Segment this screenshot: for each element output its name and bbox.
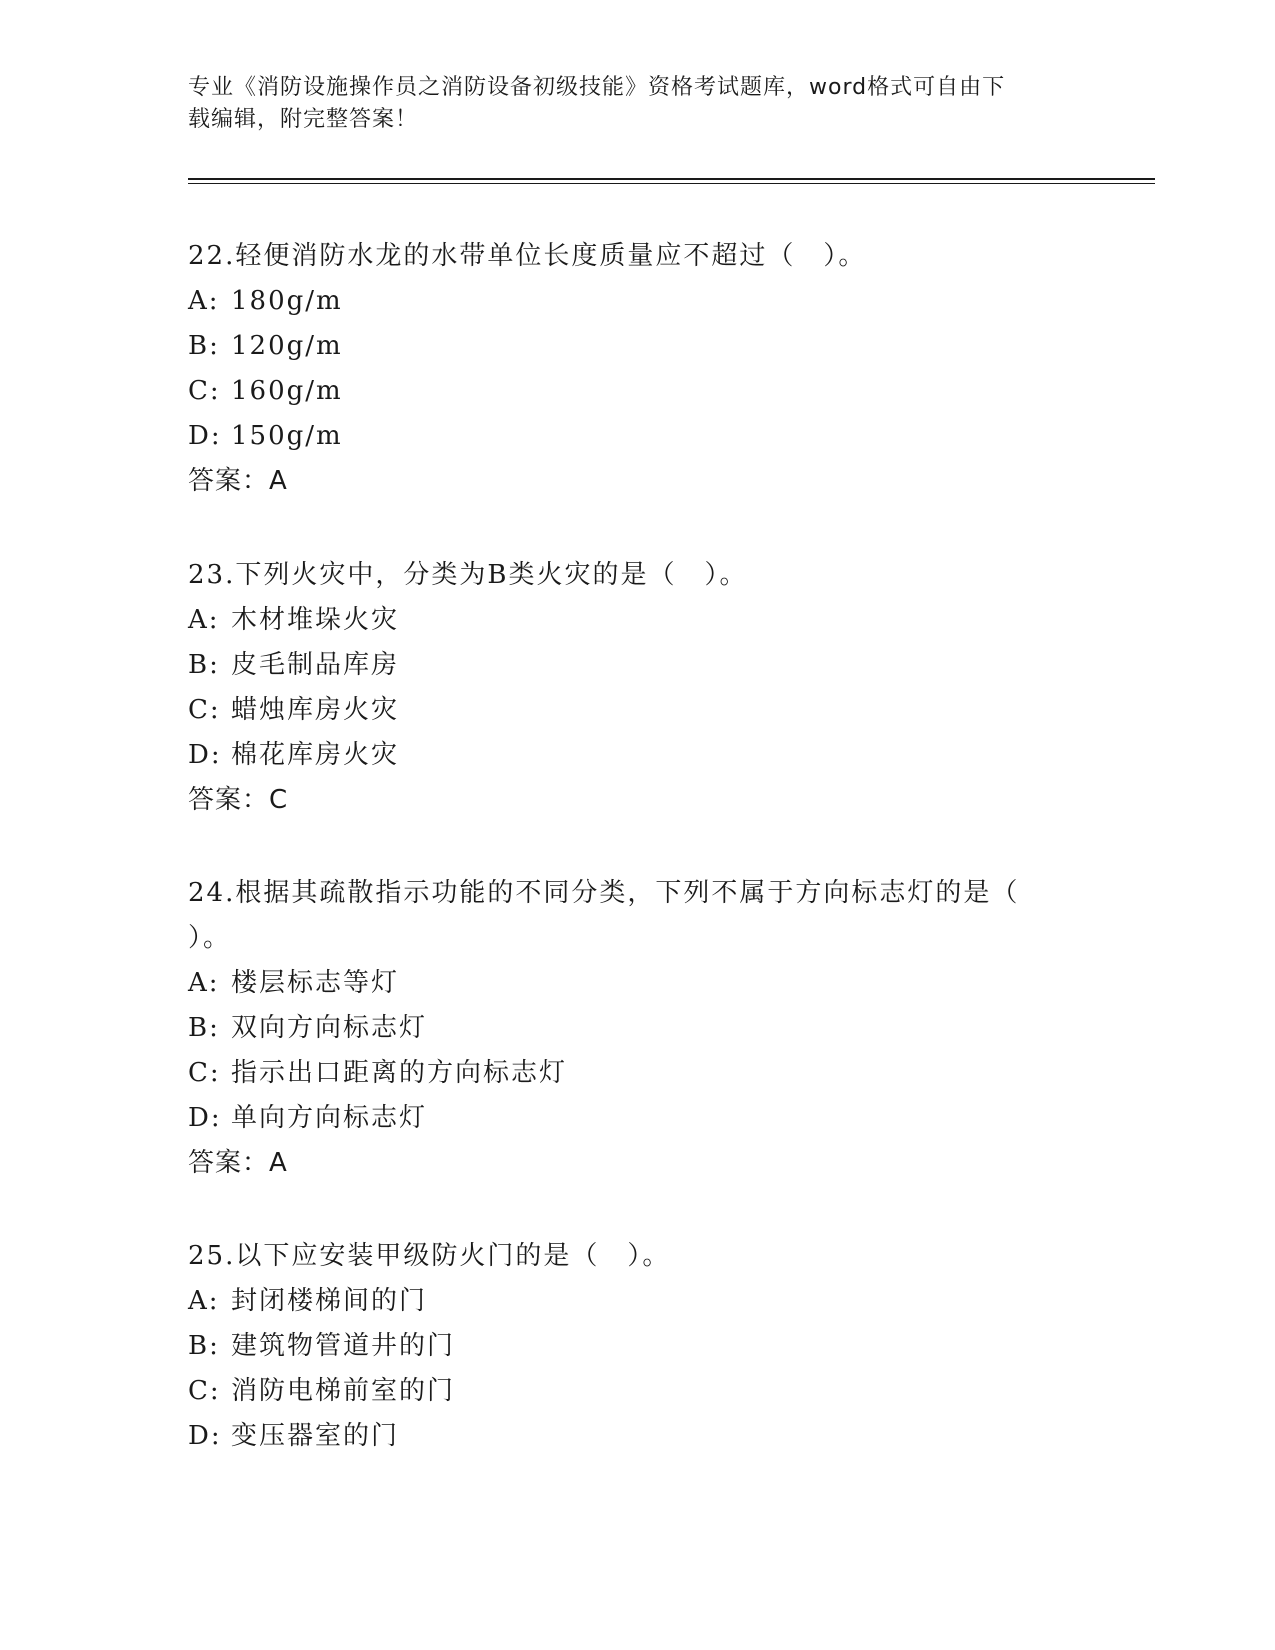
option-d	[188, 1414, 1088, 1459]
option-text: 建筑物管道井的门	[231, 1331, 456, 1361]
option-text: 双向方向标志灯	[231, 1013, 428, 1043]
option-key: C:	[188, 1058, 221, 1088]
answer-line: 答案：A	[188, 466, 288, 496]
option-text: 单向方向标志灯	[231, 1103, 428, 1133]
option-a	[188, 598, 1088, 643]
option-key: D:	[188, 740, 222, 770]
option-text: 皮毛制品库房	[231, 650, 400, 680]
option-b	[188, 643, 1088, 688]
option-key: D:	[188, 1421, 222, 1451]
question-stem: 22.轻便消防水龙的水带单位长度质量应不超过（ ）。	[188, 241, 867, 271]
option-key: D:	[188, 421, 222, 451]
option-key: A:	[188, 605, 220, 635]
question-23	[188, 553, 1088, 823]
option-text: 变压器室的门	[231, 1421, 400, 1451]
option-d	[188, 414, 1088, 459]
option-key: B:	[188, 650, 220, 680]
option-c	[188, 688, 1088, 733]
question-stem: 24.根据其疏散指示功能的不同分类，下列不属于方向标志灯的是（	[188, 878, 1020, 908]
option-text: 棉花库房火灾	[231, 740, 400, 770]
question-stem: 25.以下应安装甲级防火门的是（ ）。	[188, 1241, 671, 1271]
option-c	[188, 1051, 1088, 1096]
option-key: C:	[188, 376, 221, 406]
question-25	[188, 1234, 1088, 1459]
option-d	[188, 1096, 1088, 1141]
question-24	[188, 871, 1088, 1186]
option-key: A:	[188, 286, 220, 316]
document-header	[188, 72, 1068, 136]
option-key: A:	[188, 1286, 220, 1316]
option-d	[188, 733, 1088, 778]
option-key: B:	[188, 1331, 220, 1361]
option-text: 消防电梯前室的门	[231, 1376, 456, 1406]
question-stem: 23.下列火灾中，分类为B类火灾的是（ ）。	[188, 560, 748, 590]
option-key: B:	[188, 331, 220, 361]
option-text: 楼层标志等灯	[231, 968, 400, 998]
question-22	[188, 234, 1088, 504]
option-text: 160g/m	[231, 376, 343, 406]
option-text: 封闭楼梯间的门	[231, 1286, 428, 1316]
option-a	[188, 961, 1088, 1006]
header-line-1: 专业《消防设施操作员之消防设备初级技能》资格考试题库，word格式可自由下	[188, 75, 1006, 100]
header-line-2: 载编辑，附完整答案！	[188, 107, 419, 132]
answer-line: 答案：A	[188, 1148, 288, 1178]
option-text: 180g/m	[231, 286, 343, 316]
option-b	[188, 324, 1088, 369]
option-text: 蜡烛库房火灾	[231, 695, 400, 725]
answer-line: 答案：C	[188, 785, 289, 815]
option-key: A:	[188, 968, 220, 998]
option-c	[188, 1369, 1088, 1414]
option-a	[188, 279, 1088, 324]
header-divider-thick	[188, 178, 1155, 180]
option-key: C:	[188, 1376, 221, 1406]
option-c	[188, 369, 1088, 414]
question-stem-continuation: ）。	[188, 923, 232, 953]
header-divider-thin	[188, 183, 1155, 184]
option-text: 木材堆垛火灾	[231, 605, 400, 635]
option-text: 120g/m	[231, 331, 343, 361]
option-key: C:	[188, 695, 221, 725]
option-text: 指示出口距离的方向标志灯	[231, 1058, 568, 1088]
option-text: 150g/m	[231, 421, 343, 451]
option-b	[188, 1324, 1088, 1369]
option-b	[188, 1006, 1088, 1051]
option-key: B:	[188, 1013, 220, 1043]
option-key: D:	[188, 1103, 222, 1133]
option-a	[188, 1279, 1088, 1324]
